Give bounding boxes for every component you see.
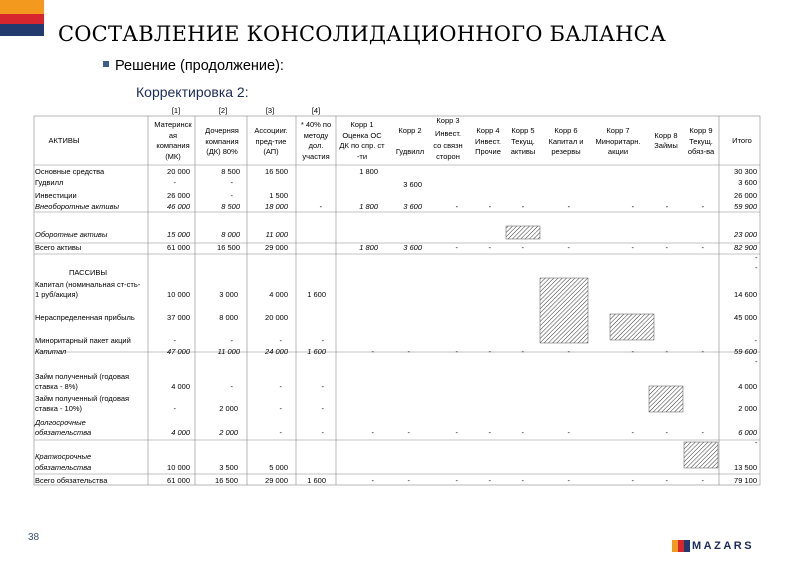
header-k7-l3: акции — [607, 147, 629, 156]
slide-title: СОСТАВЛЕНИЕ КОНСОЛИДАЦИОННОГО БАЛАНСА — [58, 22, 666, 46]
cell: 8 500 — [221, 202, 240, 211]
cell: - — [631, 202, 634, 211]
cell: - — [567, 428, 570, 437]
cell: 4 000 — [171, 382, 190, 391]
hatch-zaimy — [649, 386, 683, 412]
cell: - — [321, 382, 324, 391]
header-k5-l1: Корр 5 — [511, 126, 535, 135]
cell: - — [701, 428, 704, 437]
header-k9-l3: обяз-ва — [687, 147, 715, 156]
cell: 47 000 — [167, 347, 190, 356]
cell: 1 800 — [359, 167, 378, 176]
header-mk-l3: компания — [156, 141, 190, 150]
hatch-kapital — [540, 278, 588, 343]
header-k5-l2: Текущ. — [511, 137, 535, 146]
header-k7-l2: Миноритарн. — [595, 137, 641, 146]
row-label: Займ полученный (годовая — [35, 372, 130, 381]
cell: - — [407, 428, 410, 437]
header-share-l3: дол. — [308, 141, 324, 150]
cell: 3 600 — [403, 202, 422, 211]
row-label: Займ полученный (годовая — [35, 394, 130, 403]
col-number-1: [1] — [171, 106, 181, 115]
cell: 1 600 — [307, 476, 326, 485]
cell: - — [665, 476, 668, 485]
cell: 2 000 — [219, 428, 238, 437]
header-k9-l1: Корр 9 — [689, 126, 713, 135]
dash-mark: - — [755, 438, 758, 447]
cell-total: 6 000 — [738, 428, 757, 437]
header-dk-l3: (ДК) 80% — [206, 147, 238, 156]
header-k8-l2: Займы — [654, 141, 678, 150]
cell: - — [631, 243, 634, 252]
cell-total: 30 300 — [734, 167, 757, 176]
row-label: Всего активы — [35, 243, 82, 252]
cell: - — [488, 476, 491, 485]
cell: - — [567, 243, 570, 252]
header-share-l4: участия — [302, 152, 330, 161]
header-k4-l3: Прочие — [475, 147, 501, 156]
row-label: 1 руб/акция) — [35, 290, 79, 299]
header-k9-l2: Текущ. — [689, 137, 713, 146]
cell: - — [701, 202, 704, 211]
row-label: обязательства — [35, 428, 92, 437]
cell: - — [455, 202, 458, 211]
cell: - — [321, 428, 324, 437]
cell: - — [665, 243, 668, 252]
mazars-logo-text: MAZARS — [692, 540, 755, 552]
cell: - — [567, 202, 570, 211]
cell-total: 79 100 — [734, 476, 757, 485]
cell: - — [701, 347, 704, 356]
cell: 11 000 — [217, 347, 240, 356]
cell-total: 4 000 — [738, 382, 757, 391]
slide-subtitle: Корректировка 2: — [136, 84, 249, 100]
cell: - — [665, 202, 668, 211]
cell: - — [279, 428, 282, 437]
cell: - — [371, 347, 374, 356]
header-ap-l2: пред-тие — [255, 137, 287, 146]
cell: - — [455, 476, 458, 485]
row-label: ставка - 8%) — [35, 382, 78, 391]
header-k3-l4: сторон — [436, 152, 460, 161]
header-share-l2: методу — [303, 131, 329, 140]
cell: - — [407, 476, 410, 485]
header-k3-l2: Инвест. — [434, 129, 462, 138]
cell: 37 000 — [167, 313, 190, 322]
row-label: Внеоборотные активы — [35, 202, 120, 211]
header-mk-l4: (МК) — [165, 152, 181, 161]
cell: 8 500 — [221, 167, 240, 176]
cell: 46 000 — [167, 202, 190, 211]
cell: 1 800 — [359, 243, 378, 252]
header-mk-l2: ая — [168, 131, 178, 140]
row-label: Капитал — [35, 347, 67, 356]
cell: - — [631, 428, 634, 437]
cell: - — [567, 347, 570, 356]
cell: 16 500 — [265, 167, 288, 176]
cell: - — [371, 476, 374, 485]
row-label: Оборотные активы — [35, 230, 108, 239]
header-mk-l1: Материнск — [154, 120, 192, 129]
row-label: Основные средства — [35, 167, 105, 176]
cell: 5 000 — [269, 463, 288, 472]
cell: - — [631, 476, 634, 485]
cell: - — [230, 191, 233, 200]
cell-total: - — [754, 336, 757, 345]
dash-mark: - — [755, 263, 758, 272]
hatch-minoritarny — [610, 314, 654, 340]
cell: - — [230, 382, 233, 391]
hatch-oborotnye — [506, 226, 540, 239]
header-k3-l3: со связн — [433, 141, 463, 150]
cell: 26 000 — [167, 191, 190, 200]
header-dk-l2: компания — [205, 137, 239, 146]
cell: - — [371, 428, 374, 437]
cell: 1 800 — [359, 202, 378, 211]
cell: 4 000 — [269, 290, 288, 299]
cell-total: 23 000 — [734, 230, 757, 239]
header-passivy: ПАССИВЫ — [68, 268, 108, 277]
header-k1-l3: ДК по спр. ст — [339, 141, 385, 150]
row-label: Капитал (номинальная ст-сть- — [35, 280, 141, 289]
header-k2-l3: Гудвилл — [395, 147, 425, 156]
cell: 29 000 — [265, 243, 288, 252]
cell: - — [567, 476, 570, 485]
cell: 29 000 — [265, 476, 288, 485]
cell: - — [701, 476, 704, 485]
cell-total: 13 500 — [734, 463, 757, 472]
col-number-4: [4] — [311, 106, 321, 115]
header-k4-l1: Корр 4 — [476, 126, 500, 135]
cell: 1 500 — [269, 191, 288, 200]
cell: - — [230, 178, 233, 187]
cell: - — [488, 347, 491, 356]
cell: - — [665, 347, 668, 356]
cell: 3 600 — [403, 180, 422, 189]
cell: - — [279, 336, 282, 345]
header-k5-l3: активы — [510, 147, 536, 156]
cell: - — [488, 243, 491, 252]
cell: - — [173, 336, 176, 345]
header-dk-l1: Дочерняя — [205, 126, 239, 135]
cell: - — [665, 428, 668, 437]
header-k6-l3: резервы — [551, 147, 581, 156]
header-k1-l4: -ти — [356, 152, 368, 161]
header-aktivy: АКТИВЫ — [48, 136, 80, 145]
cell-total: 59 900 — [734, 202, 757, 211]
cell-total: 59 600 — [734, 347, 757, 356]
row-label: Краткосрочные — [35, 452, 92, 461]
header-k8-l1: Корр 8 — [654, 131, 678, 140]
cell-total: 14 600 — [734, 290, 757, 299]
mazars-logo-icon — [672, 540, 690, 552]
cell: - — [279, 382, 282, 391]
cell: 3 500 — [219, 463, 238, 472]
cell: 61 000 — [167, 476, 190, 485]
cell: 24 000 — [265, 347, 288, 356]
row-label: Миноритарный пакет акций — [35, 336, 131, 345]
header-k2-l1: Корр 2 — [398, 126, 422, 135]
cell: 8 000 — [221, 230, 240, 239]
cell: - — [455, 347, 458, 356]
header-ap-l3: (АП) — [263, 147, 279, 156]
cell-total: 82 900 — [734, 243, 757, 252]
cell: 20 000 — [265, 313, 288, 322]
header-k6-l2: Капитал и — [548, 137, 584, 146]
cell-total: 2 000 — [738, 404, 757, 413]
header-k1-l1: Корр 1 — [350, 120, 374, 129]
cell: - — [521, 202, 524, 211]
header-ap-l1: Ассоцииг. — [254, 126, 288, 135]
cell: - — [279, 404, 282, 413]
cell: 61 000 — [167, 243, 190, 252]
header-k6-l1: Корр 6 — [554, 126, 578, 135]
cell: 10 000 — [167, 290, 190, 299]
row-label: Инвестиции — [35, 191, 77, 200]
cell: - — [488, 428, 491, 437]
cell: 3 600 — [403, 243, 422, 252]
row-label: обязательства — [35, 463, 92, 472]
header-itogo: Итого — [732, 136, 752, 145]
row-label: Нераспределенная прибыль — [35, 313, 135, 322]
cell: - — [230, 336, 233, 345]
cell: 20 000 — [167, 167, 190, 176]
cell: - — [321, 336, 324, 345]
cell: 16 500 — [215, 476, 238, 485]
cell: - — [173, 178, 176, 187]
cell: 3 000 — [219, 290, 238, 299]
bullet-text: Решение (продолжение): — [115, 58, 284, 74]
cell: 11 000 — [265, 230, 288, 239]
hatch-kratkosrochnye — [684, 442, 718, 468]
col-number-3: [3] — [265, 106, 275, 115]
cell: - — [521, 243, 524, 252]
cell: 18 000 — [265, 202, 288, 211]
cell-total: 26 000 — [734, 191, 757, 200]
cell: 4 000 — [171, 428, 190, 437]
cell: 1 600 — [307, 347, 326, 356]
row-label: Всего обязательства — [35, 476, 108, 485]
cell: - — [521, 476, 524, 485]
dash-mark: - — [755, 253, 758, 262]
cell: - — [488, 202, 491, 211]
cell-total: 3 600 — [738, 178, 757, 187]
header-share-l1: * 40% по — [300, 120, 332, 129]
header-k1-l2: Оценка ОС — [342, 131, 382, 140]
cell: - — [631, 347, 634, 356]
page-number: 38 — [28, 532, 40, 543]
row-label: Гудвилл — [35, 178, 64, 187]
cell-total: 45 000 — [734, 313, 757, 322]
cell: - — [319, 202, 322, 211]
header-k7-l1: Корр 7 — [606, 126, 630, 135]
cell: 15 000 — [167, 230, 190, 239]
cell: 16 500 — [217, 243, 240, 252]
col-number-2: [2] — [218, 106, 228, 115]
cell: 2 000 — [219, 404, 238, 413]
cell: 1 600 — [307, 290, 326, 299]
cell: 8 000 — [219, 313, 238, 322]
cell: 10 000 — [167, 463, 190, 472]
row-label: Долгосрочные — [35, 418, 86, 427]
cell: - — [701, 243, 704, 252]
cell: - — [521, 428, 524, 437]
dash-mark: - — [755, 357, 758, 366]
cell: - — [455, 428, 458, 437]
row-label: ставка - 10%) — [35, 404, 83, 413]
cell: - — [521, 347, 524, 356]
cell: - — [455, 243, 458, 252]
cell: - — [173, 404, 176, 413]
cell: - — [407, 347, 410, 356]
header-k4-l2: Инвест. — [474, 137, 502, 146]
header-k3-l1: Корр 3 — [436, 116, 460, 125]
cell: - — [321, 404, 324, 413]
